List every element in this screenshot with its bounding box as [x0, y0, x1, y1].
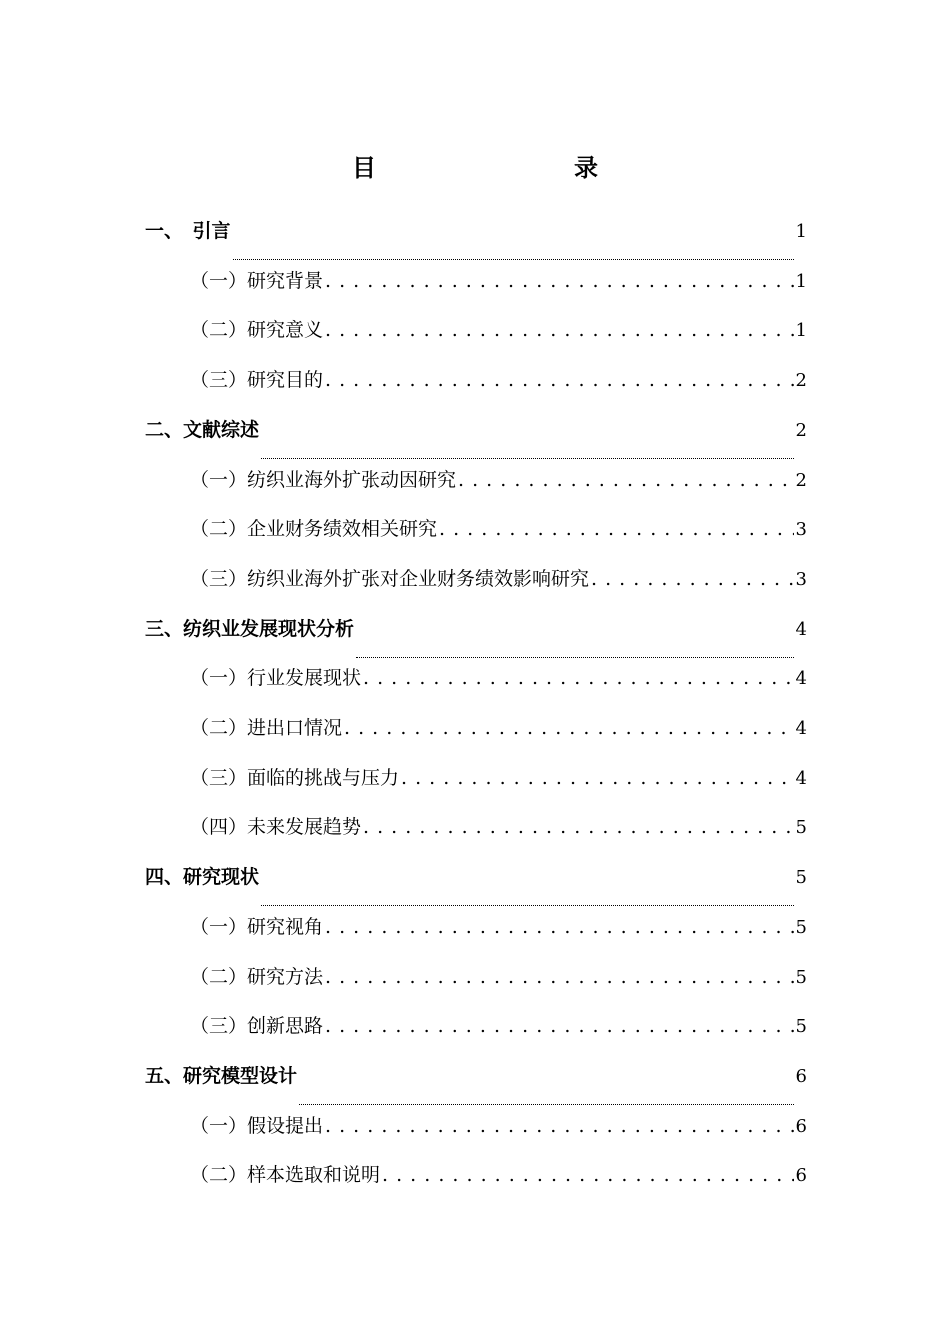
toc-subsection-entry[interactable] [190, 812, 807, 862]
toc-page-number: 6 [795, 1065, 807, 1087]
toc-entry-label: （一）纺织业海外扩张动因研究 [190, 468, 457, 491]
toc-subsection-entry[interactable] [190, 266, 807, 316]
toc-page-number: 1 [795, 270, 807, 292]
dot-leader [344, 717, 794, 739]
toc-page-number: 3 [795, 519, 807, 541]
toc-subsection-entry[interactable] [190, 514, 807, 564]
toc-entry-label: （三）创新思路 [190, 1015, 324, 1038]
toc-entry-label: 二、文献综述 [145, 418, 260, 441]
toc-entry-label: （三）纺织业海外扩张对企业财务绩效影响研究 [190, 567, 590, 590]
toc-entry-label: （四）未来发展趋势 [190, 816, 362, 839]
toc-page-number: 3 [795, 568, 807, 590]
toc-subsection-entry[interactable] [190, 315, 807, 365]
toc-entry-label: 三、纺织业发展现状分析 [145, 617, 355, 640]
dot-leader [261, 457, 794, 459]
toc-entry-label: （三）研究目的 [190, 369, 324, 392]
dot-leader [458, 469, 794, 491]
toc-title: 目 录 [352, 153, 648, 182]
dot-leader [325, 319, 794, 341]
toc-subsection-entry[interactable] [190, 962, 807, 1012]
dot-leader [325, 1115, 794, 1137]
toc-entry-label: 五、研究模型设计 [145, 1064, 298, 1087]
dot-leader [382, 1164, 794, 1186]
dot-leader [439, 518, 794, 540]
toc-page-number: 6 [795, 1115, 807, 1137]
toc-page-number: 5 [795, 966, 807, 988]
toc-entry-label: （一）研究背景 [190, 269, 324, 292]
toc-page-number: 1 [795, 320, 807, 342]
toc-subsection-entry[interactable] [190, 1160, 807, 1210]
dot-leader [356, 656, 794, 658]
toc-page-number: 5 [795, 817, 807, 839]
toc-subsection-entry[interactable] [190, 465, 807, 515]
dot-leader [591, 568, 794, 590]
dot-leader [233, 258, 794, 260]
toc-subsection-entry[interactable] [190, 912, 807, 962]
dot-leader [325, 270, 794, 292]
toc-entry-label: （二）样本选取和说明 [190, 1164, 381, 1187]
toc-entry-label: 四、研究现状 [145, 866, 260, 889]
toc-entry-label: （二）进出口情况 [190, 717, 343, 739]
toc-entry-label: （二）企业财务绩效相关研究 [190, 518, 438, 541]
toc-subsection-entry[interactable] [190, 1111, 807, 1161]
toc-entry-label: （一）研究视角 [190, 915, 324, 938]
toc-entry-label: （二）研究意义 [190, 319, 324, 342]
dot-leader [325, 369, 794, 391]
dot-leader [261, 904, 794, 906]
toc-page-number: 4 [795, 618, 807, 640]
toc-subsection-entry[interactable] [190, 564, 807, 614]
dot-leader [363, 816, 794, 838]
dot-leader [325, 916, 794, 938]
dot-leader [299, 1103, 794, 1105]
toc-subsection-entry[interactable] [190, 365, 807, 415]
dot-leader [325, 966, 794, 988]
toc-subsection-entry[interactable] [190, 763, 807, 813]
toc-page-number: 5 [795, 867, 807, 889]
toc-subsection-entry[interactable] [190, 1011, 807, 1061]
toc-page-number: 2 [795, 469, 807, 491]
toc-section-entry[interactable] [145, 862, 807, 912]
toc-page-number: 1 [795, 221, 807, 242]
dot-leader [401, 767, 794, 789]
toc-page-number: 4 [795, 668, 807, 690]
toc-entry-label: （三）面临的挑战与压力 [190, 766, 400, 789]
dot-leader [325, 1015, 794, 1037]
toc-page-number: 6 [795, 1165, 807, 1187]
toc-entry-label: （一）行业发展现状 [190, 667, 362, 690]
toc-page-number: 4 [795, 718, 807, 739]
toc-page-number: 4 [795, 767, 807, 789]
toc-entry-label: 一、 引言 [145, 220, 231, 242]
toc-entry-label: （二）研究方法 [190, 965, 324, 988]
toc-subsection-entry[interactable] [190, 663, 807, 713]
toc-subsection-entry[interactable] [190, 713, 807, 763]
toc-section-entry[interactable] [145, 614, 807, 664]
toc-section-entry[interactable] [145, 1061, 807, 1111]
toc-page-number: 2 [795, 419, 807, 441]
toc-section-entry[interactable] [145, 216, 807, 266]
toc-section-entry[interactable] [145, 415, 807, 465]
toc-page-number: 5 [795, 1016, 807, 1038]
toc-entry-label: （一）假设提出 [190, 1114, 324, 1137]
toc-page-number: 2 [795, 370, 807, 392]
dot-leader [363, 667, 794, 689]
toc-page-number: 5 [795, 916, 807, 938]
